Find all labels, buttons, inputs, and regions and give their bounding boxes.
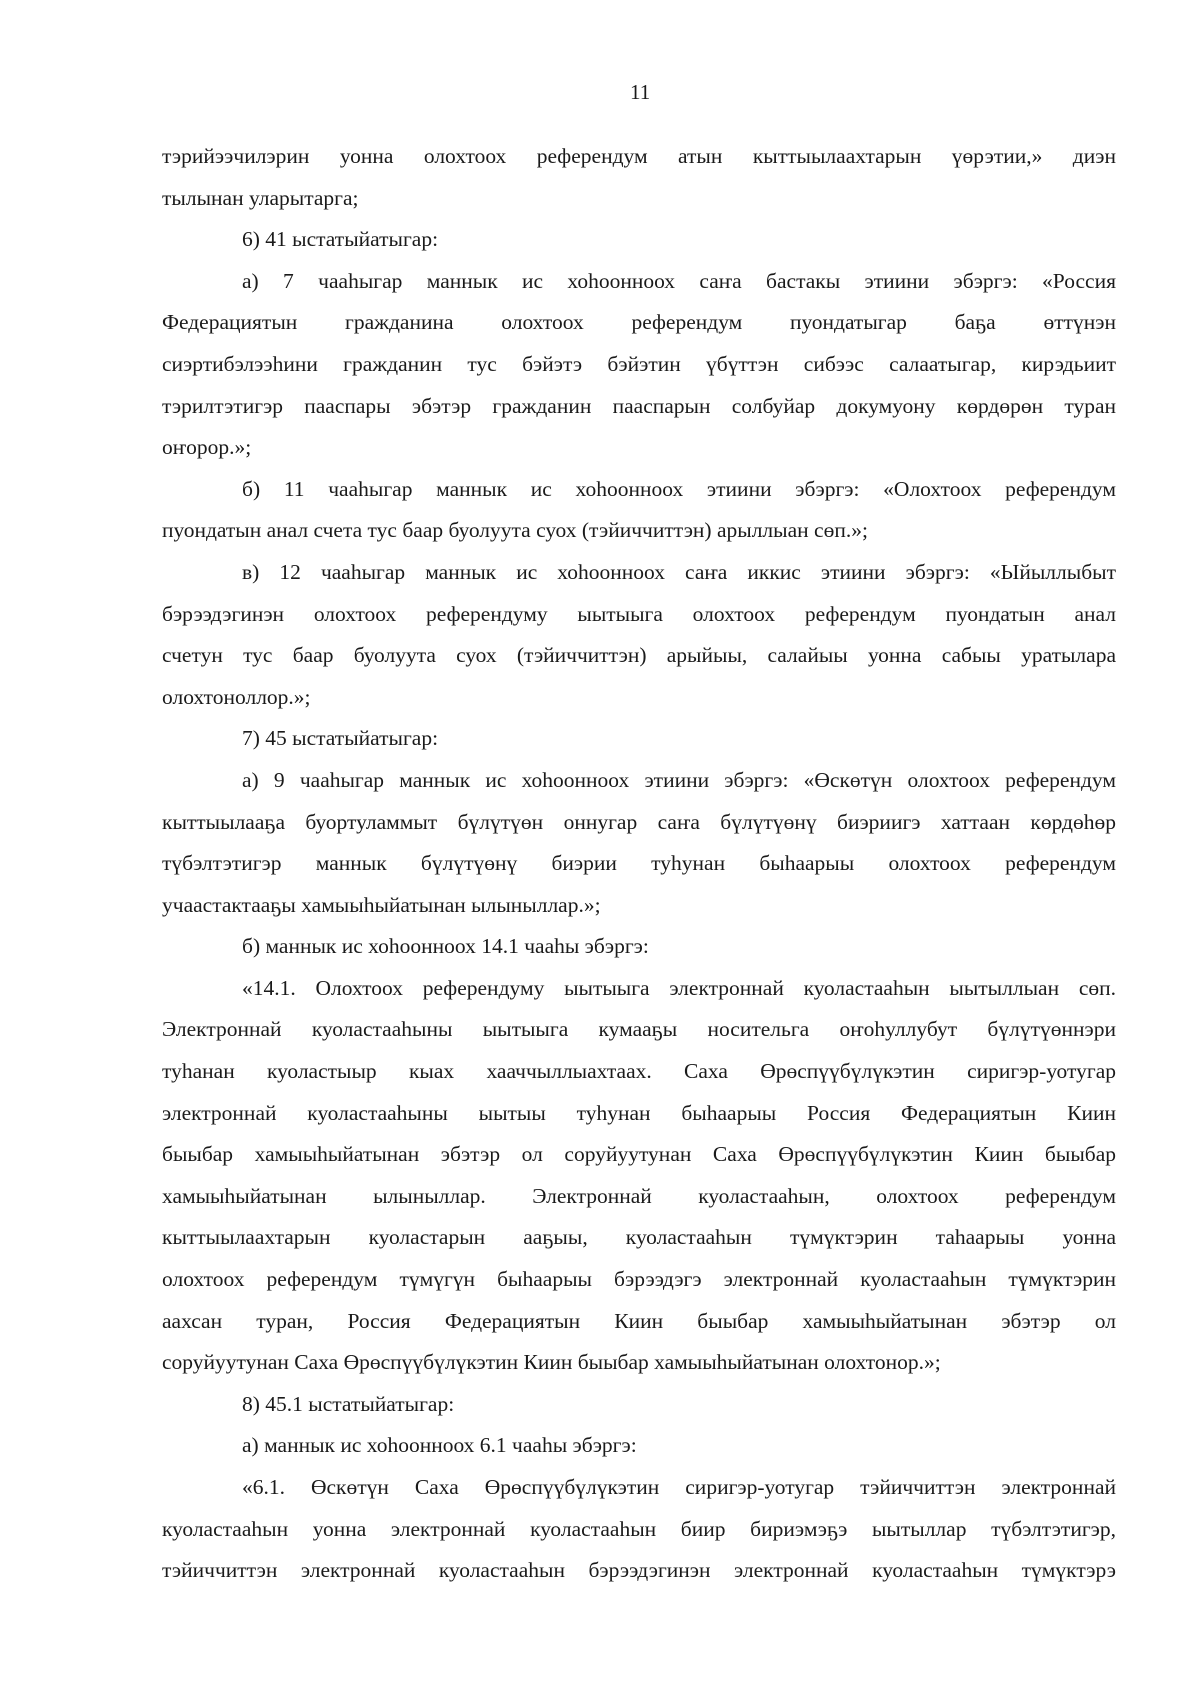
text-line: тэйиччиттэн электроннай куоластааһын бэрээдэгинэн электроннай куоластааһын түмүктэрэ [162,1558,1116,1583]
page-number: 11 [630,80,651,104]
text-line: сиэртибэлээһини гражданин тус бэйэтэ бэйэтин үбүттэн сибээс салаатыгар, кирэдьиит [162,351,1116,376]
text-line: кыттыылааҕа буортуламмыт бүлүтүөн оннугар саҥа бүлүтүөнү биэриигэ хаттаан көрдөһөр [162,809,1116,834]
text-line: быыбар хамыыһыйатынан эбэтэр ол соруйуутунан Саха Өрөспүүбүлүкэтин Киин быыбар [162,1142,1116,1167]
text-line: б) маннык ис хоһоонноох 14.1 чааһы эбэргэ: [242,934,649,959]
text-line: туһанан куоластыыр кыах хааччыллыахтаах. Саха Өрөспүүбүлүкэтин сиригэр-уотугар [162,1059,1116,1084]
text-line: а) 9 чааһыгар маннык ис хоһоонноох этиини эбэргэ: «Өскөтүн олохтоох референдум [242,767,1116,792]
text-line: кыттыылаахтарын куоластарын ааҕыы, куоластааһын түмүктэрин таһаарыы уонна [162,1225,1116,1250]
text-line: «6.1. Өскөтүн Саха Өрөспүүбүлүкэтин сиригэр-уотугар тэйиччиттэн электроннай [242,1475,1116,1499]
text-line: б) 11 чааһыгар маннык ис хоһоонноох этиини эбэргэ: «Олохтоох референдум [242,476,1116,501]
text-line: электроннай куоластааһыны ыытыы туһунан быһаарыы Россия Федерациятын Киин [162,1100,1116,1125]
text-line: соруйуутунан Саха Өрөспүүбүлүкэтин Киин быыбар хамыыһыйатынан олохтонор.»; [162,1350,941,1375]
section-heading: 7) 45 ыстатыйатыгар: [242,726,439,751]
text-line: куоластааһын уонна электроннай куоластааһын биир бириэмэҕэ ыытыллар түбэлтэтигэр, [162,1516,1116,1541]
text-line: хамыыһыйатынан ылыныллар. Электроннай куоластааһын, олохтоох референдум [162,1183,1116,1208]
text-line: тэрийээчилэрин уонна олохтоох референдум атын кыттыылаахтарын үөрэтии,» диэн [162,144,1116,168]
text-line: бэрээдэгинэн олохтоох референдуму ыытыыга олохтоох референдум пуондатын анал [162,601,1116,626]
text-line: тэрилтэтигэр пааспары эбэтэр гражданин пааспарын солбуйар докумуону көрдөрөн туран [162,393,1116,418]
text-line: пуондатын анал счета тус баар буолуута суох (тэйиччиттэн) арыллыан сөп.»; [162,518,868,543]
text-line: а) 7 чааһыгар маннык ис хоһоонноох саҥа бастакы этиини эбэргэ: «Россия [242,268,1116,293]
text-line: олохтоноллор.»; [162,684,311,709]
document-body [162,136,1116,1592]
section-heading: 8) 45.1 ыстатыйатыгар: [242,1391,455,1416]
text-line: тылынан уларытарга; [162,185,359,210]
text-line: олохтоох референдум түмүгүн быһаарыы бэрээдэгэ электроннай куоластааһын түмүктэрин [162,1267,1116,1292]
text-line: түбэлтэтигэр маннык бүлүтүөнү биэрии туһунан быһаарыы олохтоох референдум [162,851,1116,876]
section-heading: 6) 41 ыстатыйатыгар: [242,227,439,252]
text-line: «14.1. Олохтоох референдуму ыытыыга электроннай куоластааһын ыытыллыан сөп. [242,975,1116,1000]
text-line: Федерациятын гражданина олохтоох референдум пуондатыгар баҕа өттүнэн [162,310,1116,335]
text-line: счетун тус баар буолуута суох (тэйиччиттэн) арыйыы, салайыы уонна сабыы уратылара [162,643,1116,668]
text-line: учаастактааҕы хамыыһыйатынан ылыныллар.»; [162,892,601,917]
text-line: Электроннай куоластааһыны ыытыыга кумааҕы носительга оҥоһуллубут бүлүтүөннэри [162,1017,1116,1042]
text-line: аахсан туран, Россия Федерациятын Киин быыбар хамыыһыйатынан эбэтэр ол [162,1308,1116,1333]
text-line: оҥорор.»; [162,435,252,460]
text-line: а) маннык ис хоһоонноох 6.1 чааһы эбэргэ: [242,1433,637,1458]
text-line: в) 12 чааһыгар маннык ис хоһоонноох саҥа иккис этиини эбэргэ: «Ыйыллыбыт [242,559,1116,584]
